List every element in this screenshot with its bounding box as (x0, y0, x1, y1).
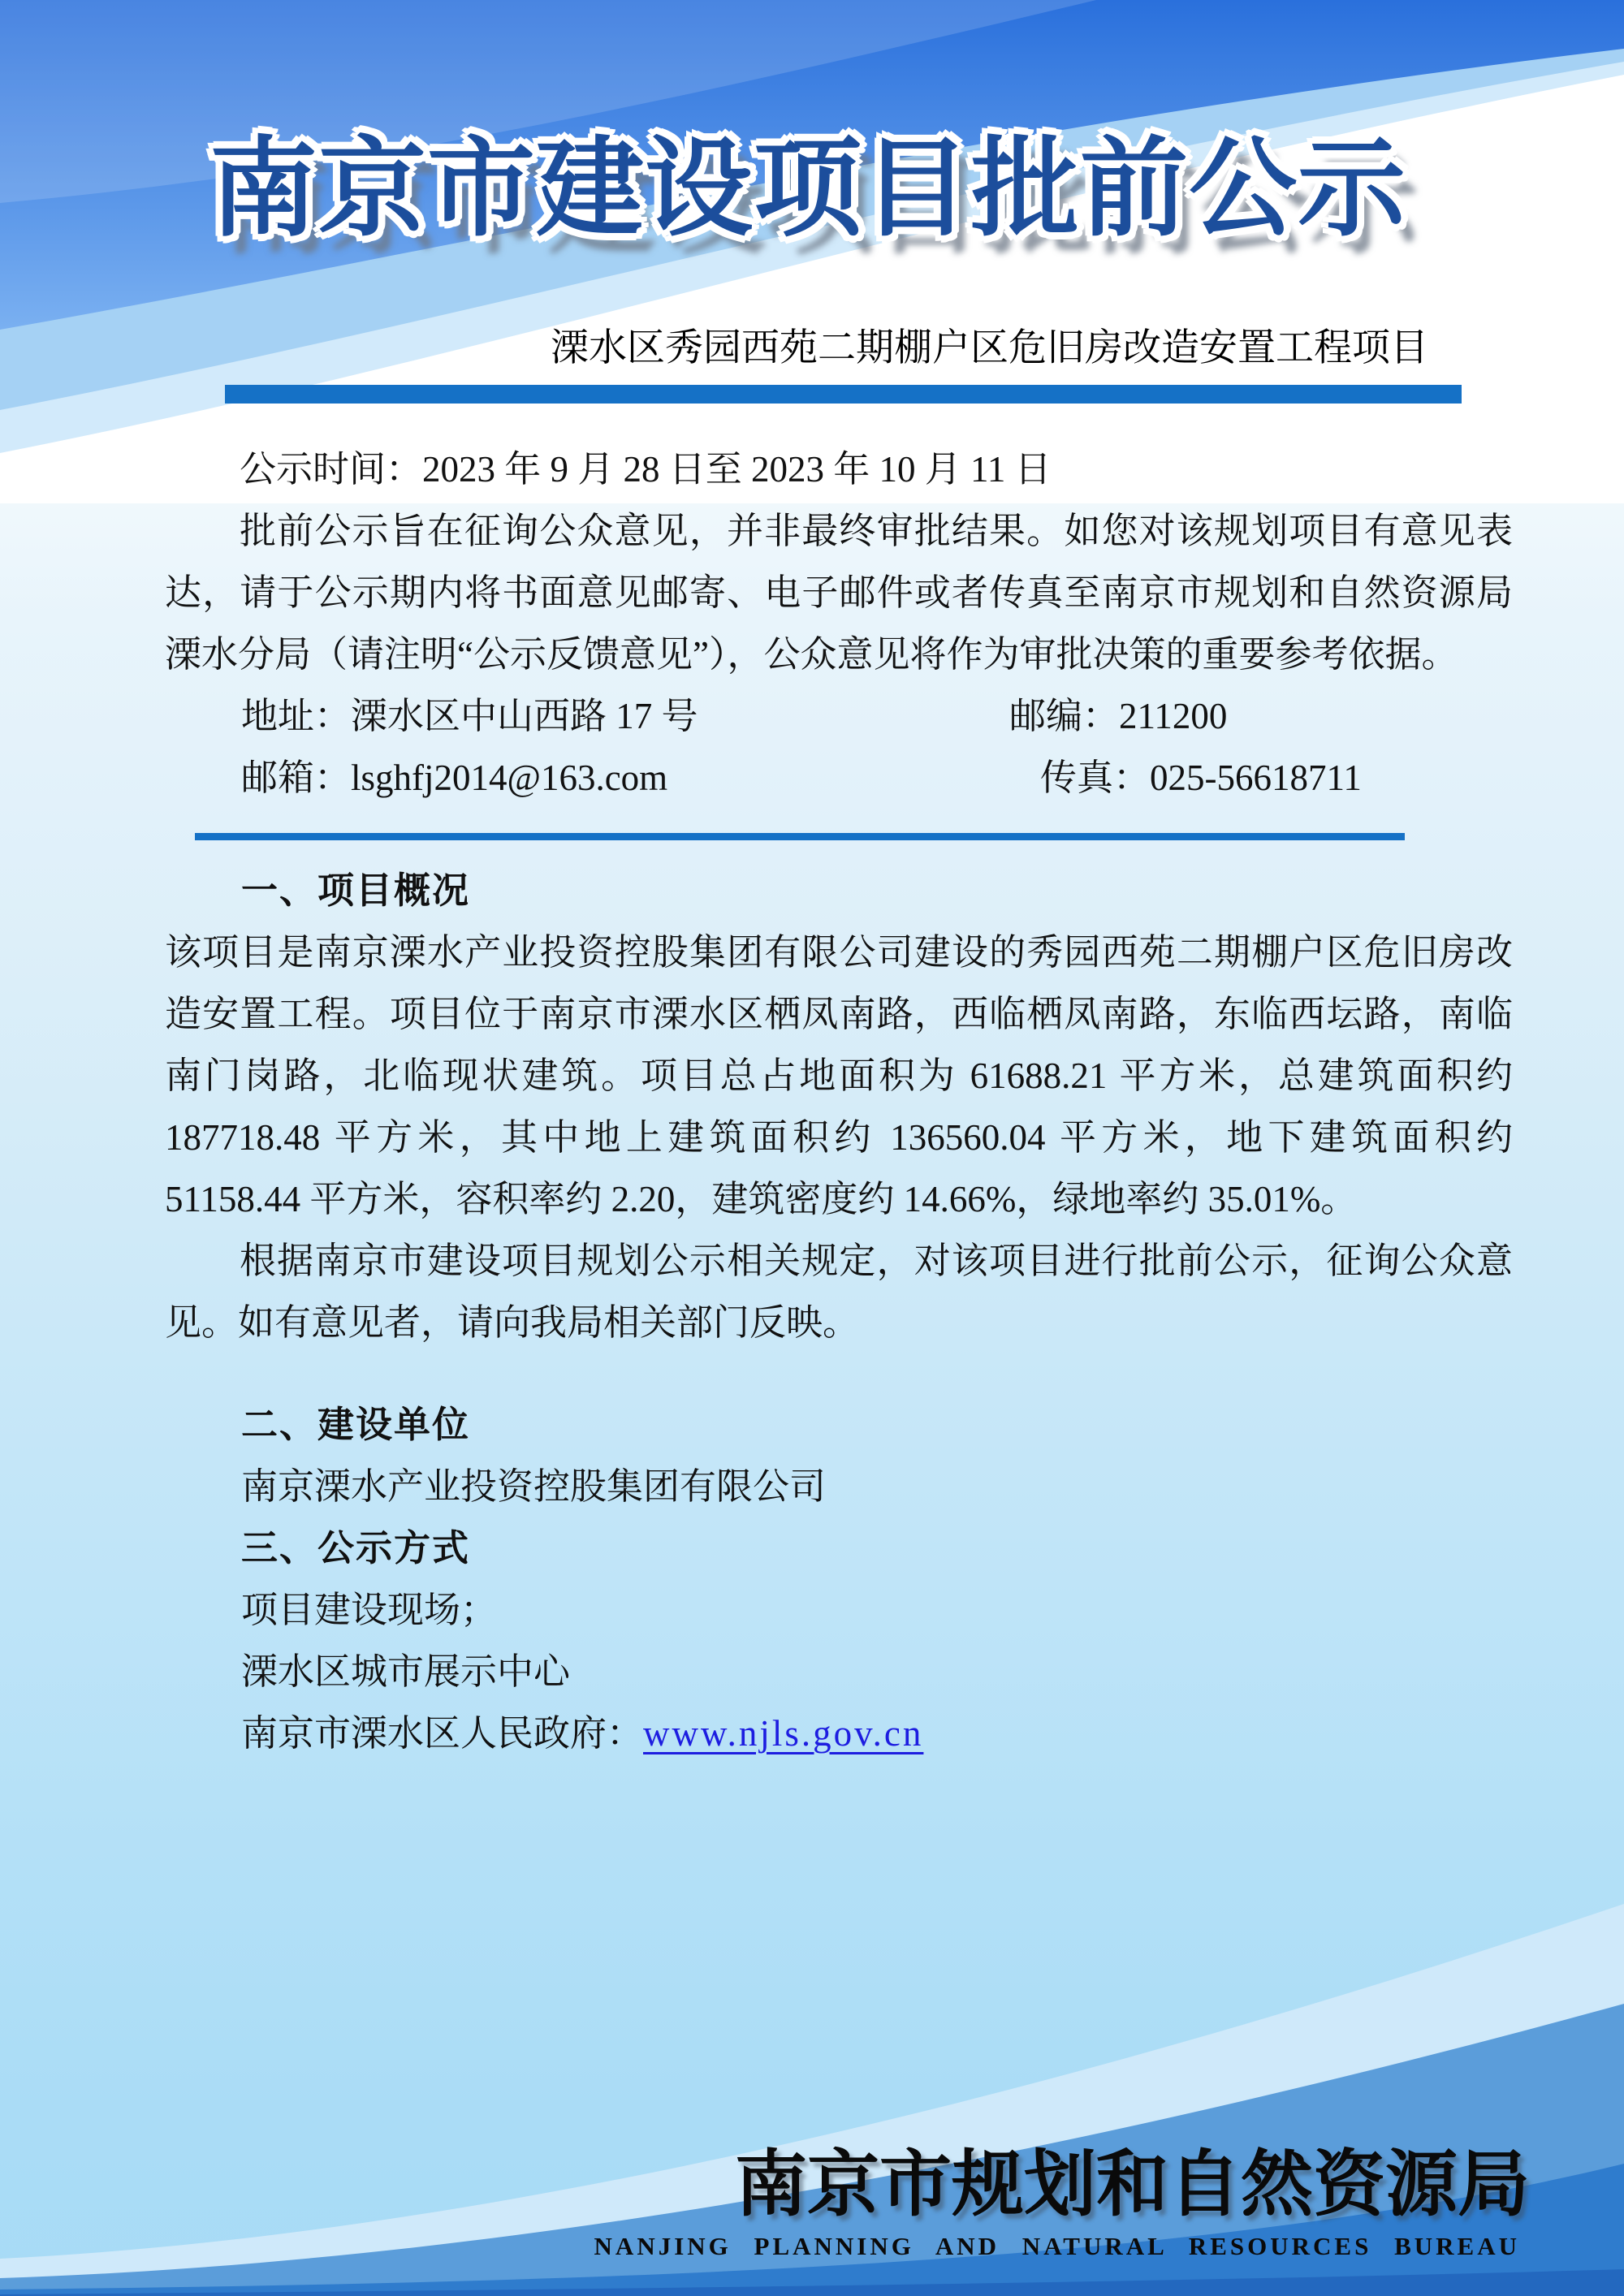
publicity-location-1: 项目建设现场； (241, 1590, 498, 1630)
notice-time-line: 公示时间：2023 年 9 月 28 日至 2023 年 10 月 11 日 (240, 449, 1052, 490)
section-divider-bar (195, 833, 1405, 840)
government-website-link[interactable]: www.njls.gov.cn (643, 1713, 924, 1754)
section3-heading: 三、公示方式 (241, 1528, 471, 1569)
construction-company: 南京溧水产业投资控股集团有限公司 (241, 1466, 827, 1507)
section2-heading: 二、建设单位 (241, 1405, 471, 1445)
address-value: 地址：溧水区中山西路 17 号 (241, 696, 698, 736)
bureau-name-chinese: 南京市规划和自然资源局 (735, 2146, 1530, 2225)
postcode-value: 邮编：211200 (1009, 696, 1228, 736)
address-row (165, 685, 1513, 747)
email-value: 邮箱：lsghfj2014@163.com (241, 757, 668, 798)
contact-row (165, 747, 1513, 809)
issuing-bureau (594, 2146, 1530, 2260)
notice-content (165, 438, 1513, 1764)
publicity-location-3 (165, 1703, 1513, 1764)
bureau-name-english: NANJING PLANNING AND NATURAL RESOURCES BUREAU (594, 2232, 1520, 2260)
page-title: 南京市建设项目批前公示 (209, 129, 1406, 249)
subtitle-underline-bar (225, 385, 1462, 404)
section1-paragraph1: 该项目是南京溧水产业投资控股集团有限公司建设的秀园西苑二期棚户区危旧房改造安置工程。项目位于南京市溧水区栖凤南路，西临栖凤南路，东临西坛路，南临南门岗路，北临现状建筑。项目总占地面积为 61688.21 平方米，总建筑面积约 187718.48 平方米，其中地上建筑面积约 136560.04 平方米，地下建筑面积约 51158.44 平方米，容积率约 2.20，建筑密度约 14.66%，绿地率约 35.01%。 (165, 932, 1513, 1219)
publicity-location-2: 溧水区城市展示中心 (241, 1651, 571, 1692)
project-subtitle: 溧水区秀园西苑二期棚户区危旧房改造安置工程项目 (551, 327, 1428, 369)
notice-intro-paragraph: 批前公示旨在征询公众意见，并非最终审批结果。如您对该规划项目有意见表达，请于公示期内将书面意见邮寄、电子邮件或者传真至南京市规划和自然资源局溧水分局（请注明“公示反馈意见”），公众意见将作为审批决策的重要参考依据。 (165, 511, 1513, 675)
government-site-label: 南京市溧水区人民政府： (241, 1713, 644, 1754)
section1-paragraph2: 根据南京市建设项目规划公示相关规定，对该项目进行批前公示，征询公众意见。如有意见者，请向我局相关部门反映。 (165, 1241, 1513, 1343)
section1-heading: 一、项目概况 (241, 870, 471, 911)
fax-value: 传真：025-56618711 (1040, 757, 1362, 798)
